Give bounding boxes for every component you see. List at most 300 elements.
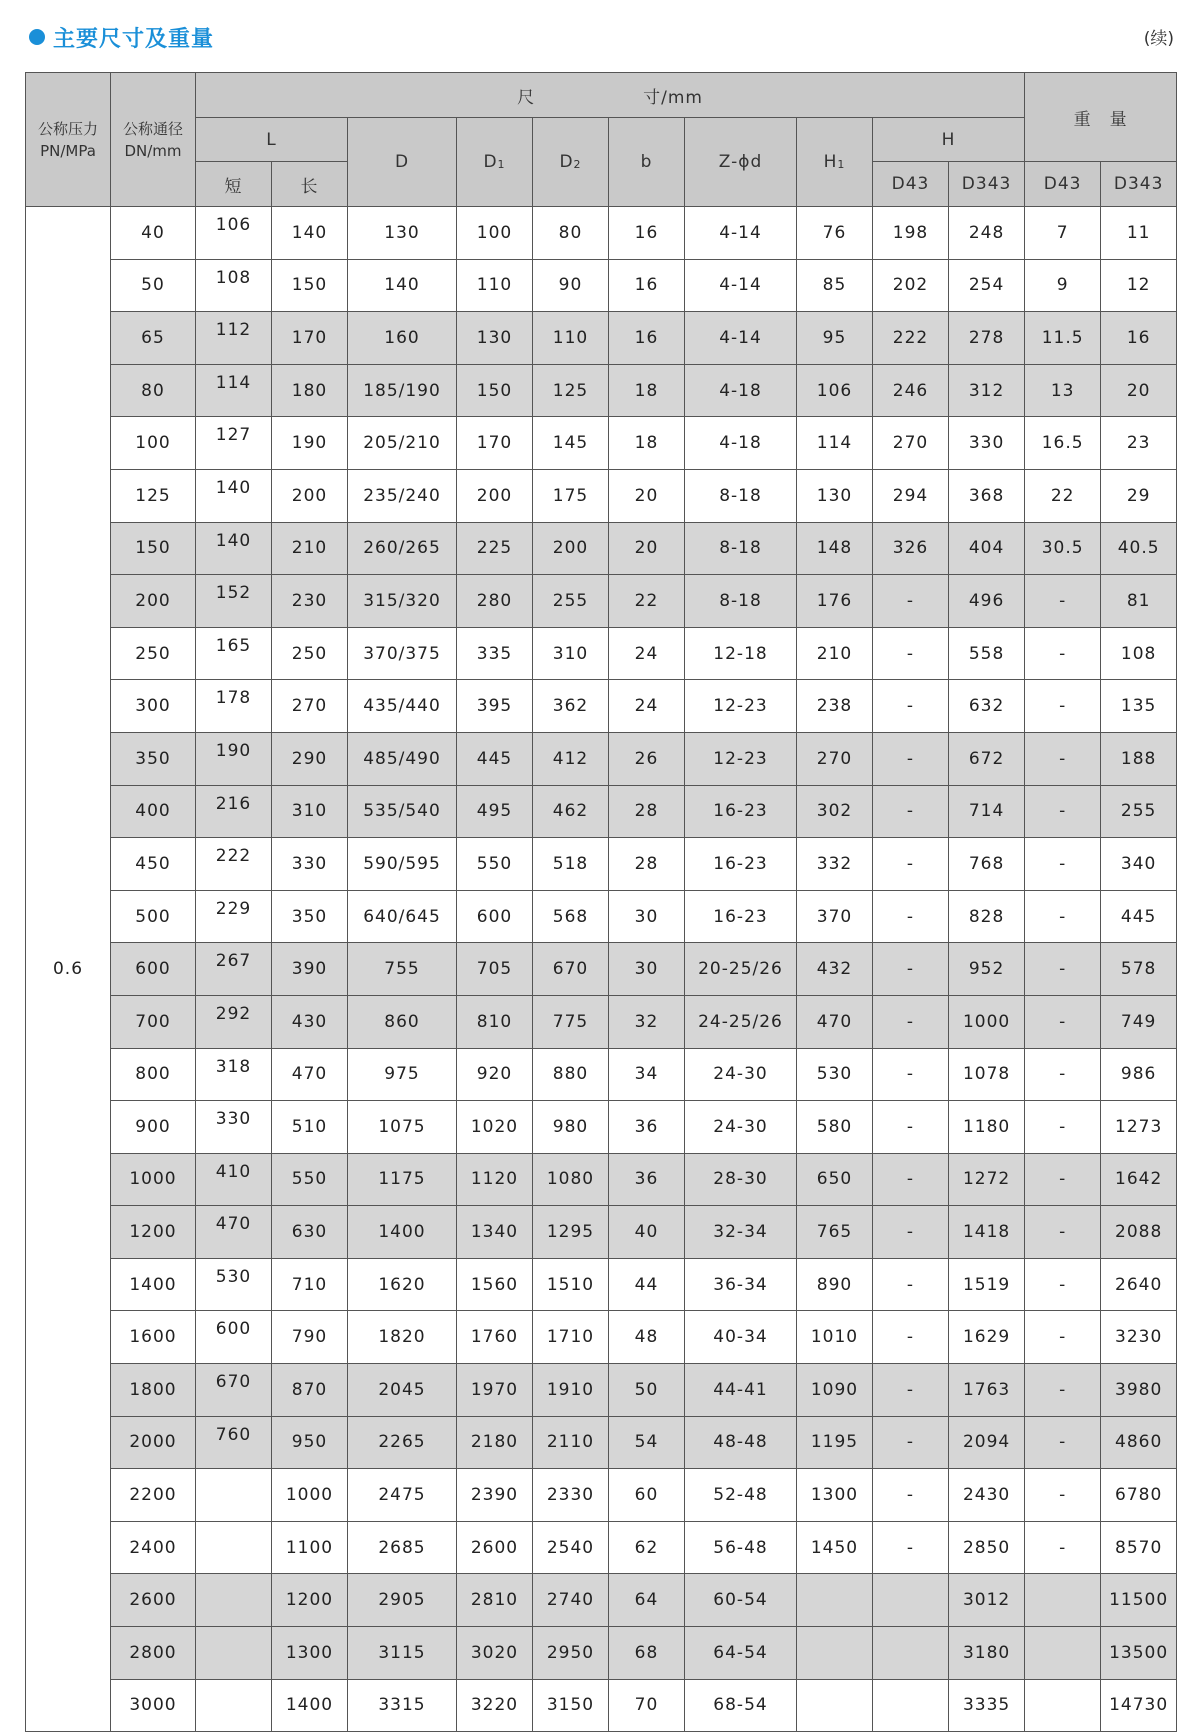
cell-dn: 65 — [111, 312, 196, 365]
header-L: L — [196, 118, 348, 162]
cell-h-d343: 1629 — [949, 1311, 1025, 1364]
cell-d2: 110 — [533, 312, 609, 365]
header-dimensions-group: 尺 寸/mm — [196, 73, 1025, 118]
cell-h-d343: 2430 — [949, 1469, 1025, 1522]
cell-l-long: 330 — [272, 838, 348, 891]
cell-d2: 2740 — [533, 1574, 609, 1627]
cell-d: 2045 — [348, 1364, 457, 1417]
cell-d2: 2540 — [533, 1521, 609, 1574]
cell-z-phi-d: 32-34 — [685, 1206, 797, 1259]
cell-h-d43: - — [873, 1311, 949, 1364]
cell-l-long: 1300 — [272, 1627, 348, 1680]
cell-b: 20 — [609, 522, 685, 575]
cell-d1: 1760 — [457, 1311, 533, 1364]
cell-h1: 238 — [797, 680, 873, 733]
cell-d: 2905 — [348, 1574, 457, 1627]
cell-l-short: 410 — [196, 1153, 272, 1206]
cell-h-d43: - — [873, 1048, 949, 1101]
cell-l-long: 430 — [272, 995, 348, 1048]
cell-dn: 450 — [111, 838, 196, 891]
cell-d1: 3020 — [457, 1627, 533, 1680]
cell-l-long: 290 — [272, 732, 348, 785]
cell-l-short — [196, 1469, 272, 1522]
cell-weight-d43 — [1025, 1574, 1101, 1627]
table-row — [26, 522, 1177, 575]
header-H-D43: D43 — [873, 162, 949, 207]
cell-d2: 255 — [533, 575, 609, 628]
cell-b: 24 — [609, 627, 685, 680]
table-row — [26, 1258, 1177, 1311]
cell-h-d343: 278 — [949, 312, 1025, 365]
cell-z-phi-d: 56-48 — [685, 1521, 797, 1574]
cell-b: 16 — [609, 312, 685, 365]
cell-dn: 900 — [111, 1101, 196, 1154]
cell-l-short: 530 — [196, 1258, 272, 1311]
cell-d: 235/240 — [348, 469, 457, 522]
cell-d1: 3220 — [457, 1679, 533, 1732]
cell-dn: 125 — [111, 469, 196, 522]
cell-h-d343: 2094 — [949, 1416, 1025, 1469]
cell-h-d343: 672 — [949, 732, 1025, 785]
cell-l-short — [196, 1521, 272, 1574]
cell-l-long: 1200 — [272, 1574, 348, 1627]
table-row — [26, 469, 1177, 522]
cell-z-phi-d: 4-18 — [685, 417, 797, 470]
cell-d2: 775 — [533, 995, 609, 1048]
table-row — [26, 1311, 1177, 1364]
cell-weight-d343: 445 — [1101, 890, 1177, 943]
section-header — [29, 20, 214, 54]
cell-weight-d43: 16.5 — [1025, 417, 1101, 470]
cell-h-d343: 1000 — [949, 995, 1025, 1048]
table-row — [26, 890, 1177, 943]
cell-d2: 362 — [533, 680, 609, 733]
cell-dn: 1000 — [111, 1153, 196, 1206]
cell-d2: 1710 — [533, 1311, 609, 1364]
table-row — [26, 1469, 1177, 1522]
cell-d2: 2950 — [533, 1627, 609, 1680]
cell-weight-d43: - — [1025, 1048, 1101, 1101]
cell-l-long: 180 — [272, 364, 348, 417]
cell-dn: 2000 — [111, 1416, 196, 1469]
cell-h-d343: 558 — [949, 627, 1025, 680]
cell-dn: 80 — [111, 364, 196, 417]
cell-z-phi-d: 16-23 — [685, 838, 797, 891]
cell-d1: 550 — [457, 838, 533, 891]
cell-d2: 200 — [533, 522, 609, 575]
cell-weight-d343: 11500 — [1101, 1574, 1177, 1627]
cell-z-phi-d: 60-54 — [685, 1574, 797, 1627]
cell-d2: 125 — [533, 364, 609, 417]
cell-z-phi-d: 24-30 — [685, 1048, 797, 1101]
cell-dn: 2400 — [111, 1521, 196, 1574]
cell-weight-d43: - — [1025, 680, 1101, 733]
cell-weight-d43: 22 — [1025, 469, 1101, 522]
cell-z-phi-d: 16-23 — [685, 785, 797, 838]
cell-d: 1400 — [348, 1206, 457, 1259]
cell-l-long: 550 — [272, 1153, 348, 1206]
cell-weight-d343: 8570 — [1101, 1521, 1177, 1574]
cell-d2: 175 — [533, 469, 609, 522]
bullet-dot-icon — [29, 29, 45, 45]
cell-h-d343: 248 — [949, 207, 1025, 260]
cell-dn: 300 — [111, 680, 196, 733]
cell-d: 160 — [348, 312, 457, 365]
table-row — [26, 259, 1177, 312]
cell-d: 370/375 — [348, 627, 457, 680]
cell-d: 755 — [348, 943, 457, 996]
cell-l-short: 108 — [196, 259, 272, 312]
cell-h1 — [797, 1679, 873, 1732]
cell-dn: 400 — [111, 785, 196, 838]
cell-b: 18 — [609, 417, 685, 470]
cell-h-d343: 1519 — [949, 1258, 1025, 1311]
cell-d2: 880 — [533, 1048, 609, 1101]
cell-dn: 1400 — [111, 1258, 196, 1311]
cell-weight-d343: 6780 — [1101, 1469, 1177, 1522]
cell-l-long: 470 — [272, 1048, 348, 1101]
table-row — [26, 417, 1177, 470]
cell-l-short: 112 — [196, 312, 272, 365]
cell-h1: 370 — [797, 890, 873, 943]
cell-l-long: 870 — [272, 1364, 348, 1417]
cell-l-long: 270 — [272, 680, 348, 733]
cell-d: 140 — [348, 259, 457, 312]
cell-d2: 670 — [533, 943, 609, 996]
cell-b: 22 — [609, 575, 685, 628]
table-row — [26, 680, 1177, 733]
header-H1-label: H — [823, 152, 838, 172]
cell-h-d43 — [873, 1679, 949, 1732]
header-b: b — [609, 118, 685, 207]
cell-b: 30 — [609, 890, 685, 943]
cell-weight-d43: - — [1025, 995, 1101, 1048]
table-row — [26, 1101, 1177, 1154]
cell-weight-d43: - — [1025, 575, 1101, 628]
header-nominal-pressure — [26, 73, 111, 207]
cell-d2: 1295 — [533, 1206, 609, 1259]
header-nominal-diameter — [111, 73, 196, 207]
dimensions-weight-table — [25, 72, 1177, 1732]
header-D2-sub: 2 — [573, 158, 582, 171]
cell-h-d43: - — [873, 1416, 949, 1469]
cell-h-d343: 404 — [949, 522, 1025, 575]
cell-l-long: 510 — [272, 1101, 348, 1154]
cell-weight-d43: - — [1025, 1469, 1101, 1522]
header-D2 — [533, 118, 609, 207]
cell-d2: 310 — [533, 627, 609, 680]
cell-b: 26 — [609, 732, 685, 785]
cell-dn: 1600 — [111, 1311, 196, 1364]
cell-weight-d43: 13 — [1025, 364, 1101, 417]
cell-h-d343: 2850 — [949, 1521, 1025, 1574]
cell-h-d43: - — [873, 627, 949, 680]
cell-b: 44 — [609, 1258, 685, 1311]
cell-d: 1620 — [348, 1258, 457, 1311]
cell-b: 28 — [609, 785, 685, 838]
cell-weight-d43: - — [1025, 1258, 1101, 1311]
cell-d2: 2110 — [533, 1416, 609, 1469]
cell-d: 260/265 — [348, 522, 457, 575]
cell-h-d43: - — [873, 995, 949, 1048]
cell-h-d343: 952 — [949, 943, 1025, 996]
table-row — [26, 627, 1177, 680]
cell-weight-d43: - — [1025, 1364, 1101, 1417]
header-H-D343: D343 — [949, 162, 1025, 207]
header-D1 — [457, 118, 533, 207]
cell-l-short: 267 — [196, 943, 272, 996]
cell-weight-d43: - — [1025, 890, 1101, 943]
cell-b: 62 — [609, 1521, 685, 1574]
cell-z-phi-d: 64-54 — [685, 1627, 797, 1680]
cell-weight-d43: - — [1025, 732, 1101, 785]
cell-h1: 270 — [797, 732, 873, 785]
cell-h-d43: - — [873, 1521, 949, 1574]
cell-d: 2265 — [348, 1416, 457, 1469]
cell-h1: 530 — [797, 1048, 873, 1101]
cell-d: 1820 — [348, 1311, 457, 1364]
cell-h-d343: 3180 — [949, 1627, 1025, 1680]
cell-weight-d343: 16 — [1101, 312, 1177, 365]
cell-d1: 225 — [457, 522, 533, 575]
cell-l-short: 140 — [196, 469, 272, 522]
table-row — [26, 1574, 1177, 1627]
header-weight-group: 重 量 — [1025, 73, 1177, 162]
cell-d1: 2390 — [457, 1469, 533, 1522]
cell-z-phi-d: 48-48 — [685, 1416, 797, 1469]
header-nominal-diameter-unit: DN/mm — [124, 141, 182, 160]
cell-z-phi-d: 8-18 — [685, 522, 797, 575]
table-row — [26, 1206, 1177, 1259]
table-row — [26, 1153, 1177, 1206]
cell-h-d343: 3012 — [949, 1574, 1025, 1627]
cell-d2: 518 — [533, 838, 609, 891]
cell-h1: 332 — [797, 838, 873, 891]
table-body — [26, 207, 1177, 1732]
cell-b: 36 — [609, 1101, 685, 1154]
cell-d: 3115 — [348, 1627, 457, 1680]
cell-h1: 1300 — [797, 1469, 873, 1522]
cell-dn: 1200 — [111, 1206, 196, 1259]
cell-d1: 1970 — [457, 1364, 533, 1417]
cell-h-d343: 1078 — [949, 1048, 1025, 1101]
cell-h1: 890 — [797, 1258, 873, 1311]
table-row — [26, 943, 1177, 996]
cell-z-phi-d: 4-14 — [685, 312, 797, 365]
cell-b: 30 — [609, 943, 685, 996]
cell-d: 2685 — [348, 1521, 457, 1574]
header-weight-D43: D43 — [1025, 162, 1101, 207]
cell-b: 64 — [609, 1574, 685, 1627]
header-H1 — [797, 118, 873, 207]
cell-d2: 90 — [533, 259, 609, 312]
cell-b: 28 — [609, 838, 685, 891]
cell-l-long: 200 — [272, 469, 348, 522]
cell-h1: 1195 — [797, 1416, 873, 1469]
cell-l-short: 178 — [196, 680, 272, 733]
cell-h-d43: - — [873, 1101, 949, 1154]
cell-z-phi-d: 4-14 — [685, 207, 797, 260]
table-row — [26, 1364, 1177, 1417]
cell-d1: 705 — [457, 943, 533, 996]
cell-dn: 2600 — [111, 1574, 196, 1627]
cell-h1: 470 — [797, 995, 873, 1048]
cell-b: 16 — [609, 207, 685, 260]
header-weight-D343: D343 — [1101, 162, 1177, 207]
cell-d1: 170 — [457, 417, 533, 470]
cell-l-long: 710 — [272, 1258, 348, 1311]
cell-dn: 600 — [111, 943, 196, 996]
cell-l-long: 790 — [272, 1311, 348, 1364]
cell-l-long: 390 — [272, 943, 348, 996]
cell-d1: 1560 — [457, 1258, 533, 1311]
header-nominal-diameter-label: 公称通径 — [122, 119, 183, 138]
cell-l-short: 600 — [196, 1311, 272, 1364]
cell-h1: 210 — [797, 627, 873, 680]
cell-h-d43: - — [873, 1364, 949, 1417]
cell-l-long: 210 — [272, 522, 348, 575]
cell-h-d343: 714 — [949, 785, 1025, 838]
cell-weight-d43: 30.5 — [1025, 522, 1101, 575]
cell-b: 70 — [609, 1679, 685, 1732]
cell-l-long: 310 — [272, 785, 348, 838]
table-row — [26, 312, 1177, 365]
cell-d1: 445 — [457, 732, 533, 785]
cell-l-short: 140 — [196, 522, 272, 575]
cell-weight-d343: 29 — [1101, 469, 1177, 522]
cell-l-long: 1100 — [272, 1521, 348, 1574]
cell-dn: 40 — [111, 207, 196, 260]
cell-weight-d43: - — [1025, 1521, 1101, 1574]
cell-dn: 200 — [111, 575, 196, 628]
cell-weight-d343: 40.5 — [1101, 522, 1177, 575]
cell-weight-d343: 2640 — [1101, 1258, 1177, 1311]
cell-dn: 150 — [111, 522, 196, 575]
cell-h-d343: 496 — [949, 575, 1025, 628]
cell-weight-d343: 986 — [1101, 1048, 1177, 1101]
header-H1-sub: 1 — [837, 158, 846, 171]
cell-b: 24 — [609, 680, 685, 733]
table-row — [26, 995, 1177, 1048]
cell-d1: 1020 — [457, 1101, 533, 1154]
cell-d2: 2330 — [533, 1469, 609, 1522]
cell-dn: 100 — [111, 417, 196, 470]
cell-l-short: 470 — [196, 1206, 272, 1259]
cell-weight-d43: 9 — [1025, 259, 1101, 312]
header-Z-phi-d: Z-ϕd — [685, 118, 797, 207]
cell-d: 185/190 — [348, 364, 457, 417]
cell-b: 40 — [609, 1206, 685, 1259]
header-nominal-pressure-unit: PN/MPa — [40, 141, 96, 160]
cell-h1: 1450 — [797, 1521, 873, 1574]
cell-l-long: 150 — [272, 259, 348, 312]
cell-d: 315/320 — [348, 575, 457, 628]
cell-z-phi-d: 24-25/26 — [685, 995, 797, 1048]
cell-z-phi-d: 8-18 — [685, 469, 797, 522]
cell-h1: 95 — [797, 312, 873, 365]
cell-h1 — [797, 1627, 873, 1680]
cell-d: 485/490 — [348, 732, 457, 785]
cell-z-phi-d: 4-18 — [685, 364, 797, 417]
cell-h-d343: 828 — [949, 890, 1025, 943]
table-header — [26, 73, 1177, 207]
cell-b: 54 — [609, 1416, 685, 1469]
cell-d1: 810 — [457, 995, 533, 1048]
cell-d1: 2600 — [457, 1521, 533, 1574]
cell-weight-d343: 749 — [1101, 995, 1177, 1048]
cell-h-d43: - — [873, 1206, 949, 1259]
cell-l-short: 152 — [196, 575, 272, 628]
cell-h-d343: 254 — [949, 259, 1025, 312]
cell-l-long: 1000 — [272, 1469, 348, 1522]
cell-l-long: 230 — [272, 575, 348, 628]
cell-d1: 395 — [457, 680, 533, 733]
cell-dn: 800 — [111, 1048, 196, 1101]
cell-weight-d343: 255 — [1101, 785, 1177, 838]
cell-h-d343: 312 — [949, 364, 1025, 417]
cell-z-phi-d: 44-41 — [685, 1364, 797, 1417]
cell-z-phi-d: 52-48 — [685, 1469, 797, 1522]
cell-weight-d43: 11.5 — [1025, 312, 1101, 365]
cell-h-d343: 1180 — [949, 1101, 1025, 1154]
cell-weight-d43: - — [1025, 627, 1101, 680]
cell-h1: 580 — [797, 1101, 873, 1154]
cell-l-long: 350 — [272, 890, 348, 943]
cell-weight-d343: 3230 — [1101, 1311, 1177, 1364]
cell-weight-d343: 11 — [1101, 207, 1177, 260]
cell-h-d43: - — [873, 785, 949, 838]
cell-h-d343: 368 — [949, 469, 1025, 522]
cell-h-d43: 270 — [873, 417, 949, 470]
cell-d1: 100 — [457, 207, 533, 260]
cell-h-d43: - — [873, 1469, 949, 1522]
cell-weight-d343: 340 — [1101, 838, 1177, 891]
cell-dn: 2200 — [111, 1469, 196, 1522]
cell-d: 590/595 — [348, 838, 457, 891]
cell-b: 60 — [609, 1469, 685, 1522]
cell-h-d43: 222 — [873, 312, 949, 365]
cell-l-short: 165 — [196, 627, 272, 680]
cell-z-phi-d: 68-54 — [685, 1679, 797, 1732]
cell-h-d343: 768 — [949, 838, 1025, 891]
header-L-long: 长 — [272, 162, 348, 207]
cell-b: 50 — [609, 1364, 685, 1417]
cell-weight-d343: 23 — [1101, 417, 1177, 470]
cell-h1: 1090 — [797, 1364, 873, 1417]
cell-z-phi-d: 36-34 — [685, 1258, 797, 1311]
cell-l-short: 190 — [196, 732, 272, 785]
cell-d2: 1510 — [533, 1258, 609, 1311]
cell-dn: 250 — [111, 627, 196, 680]
cell-h1: 148 — [797, 522, 873, 575]
cell-d1: 2810 — [457, 1574, 533, 1627]
cell-d1: 2180 — [457, 1416, 533, 1469]
cell-weight-d43: - — [1025, 1311, 1101, 1364]
table-row — [26, 575, 1177, 628]
cell-dn: 1800 — [111, 1364, 196, 1417]
cell-h-d43: 198 — [873, 207, 949, 260]
cell-z-phi-d: 24-30 — [685, 1101, 797, 1154]
cell-dn: 2800 — [111, 1627, 196, 1680]
cell-weight-d343: 12 — [1101, 259, 1177, 312]
cell-h1: 650 — [797, 1153, 873, 1206]
cell-d: 3315 — [348, 1679, 457, 1732]
section-title: 主要尺寸及重量 — [53, 26, 215, 52]
cell-h1: 114 — [797, 417, 873, 470]
cell-l-short — [196, 1627, 272, 1680]
cell-weight-d343: 14730 — [1101, 1679, 1177, 1732]
cell-l-short: 330 — [196, 1101, 272, 1154]
